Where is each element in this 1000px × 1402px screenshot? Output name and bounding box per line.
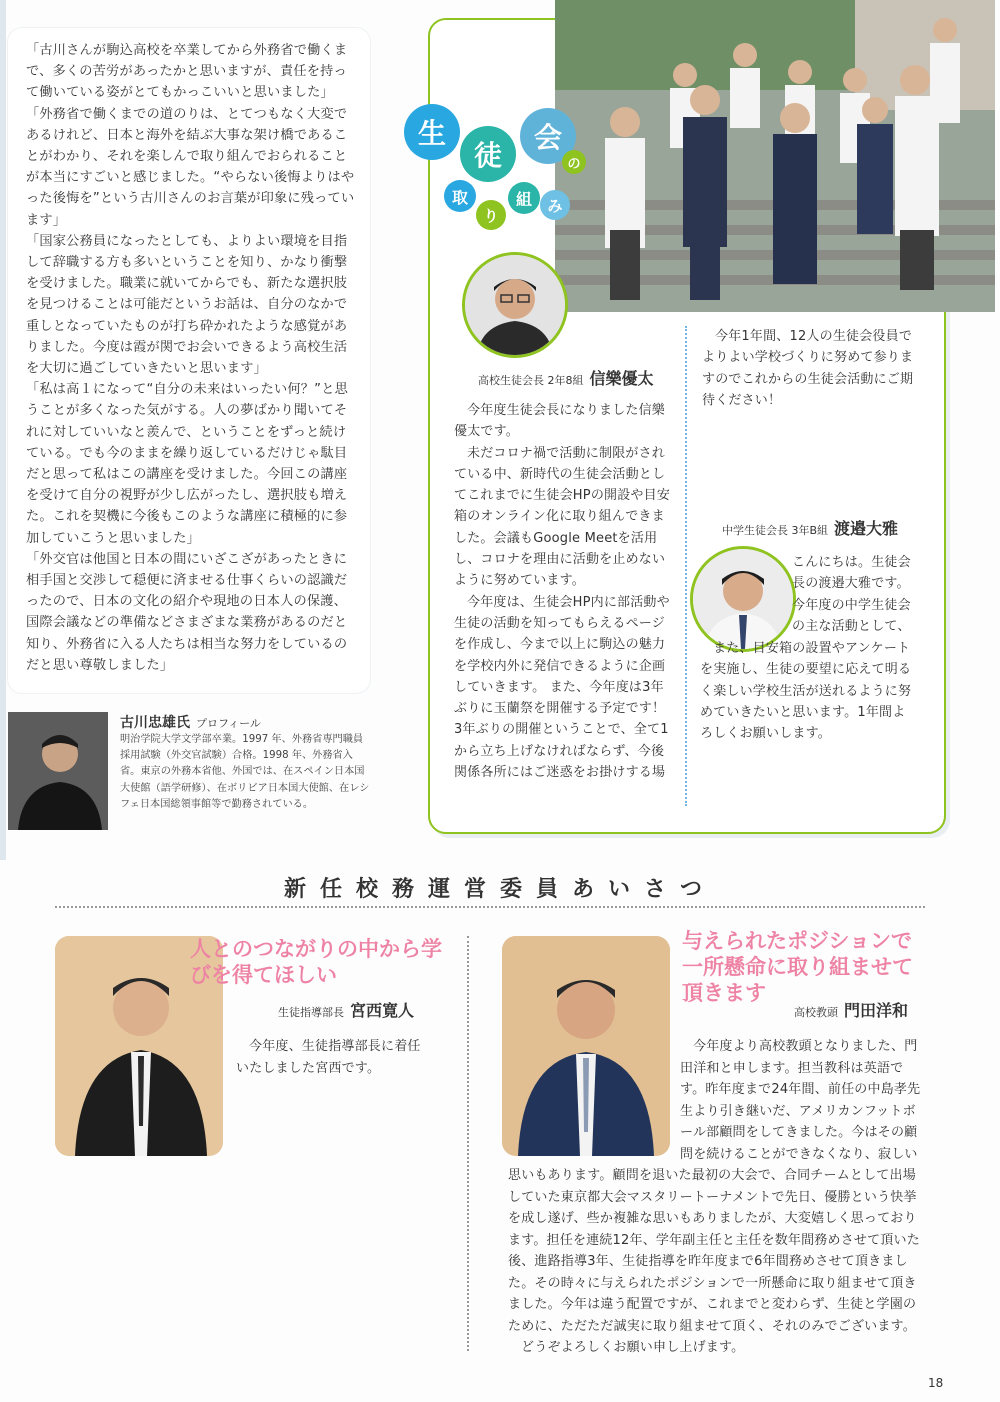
quote-paragraph: 「外務省で働くまでの道のりは、とてつもなく大変であるけれど、日本と海外を結ぶ大事な架け橋であることがわかり、それを楽しんで取り組んでおられることが本当にすごいと感じました。“やらない後悔よりはやった後悔を”という古川さんのお言葉が印象に残っています」 bbox=[26, 106, 355, 228]
miyanishi-catchphrase: 人とのつながりの中から学びを得てほしい bbox=[190, 937, 442, 987]
quote-paragraph: 「古川さんが駒込高校を卒業してから外務省で働くまで、多くの苦労があったかと思いますが、責任を持って働いている姿がとてもかっこいいと思いました」 bbox=[26, 43, 348, 101]
monden-message bbox=[508, 1036, 926, 1359]
person-portrait-icon bbox=[465, 255, 565, 355]
high-school-president-message-cont bbox=[702, 326, 918, 411]
quote-paragraph: 「国家公務員になったとしても、よりよい環境を目指して辞職する方も多いということを知り、かなり衝撃を受けました。職業に就いてからでも、新たな選択肢を見つけることは可能だというお話は、自分のなかで重しとなっていたものが打ち砕かれたような感覚がありました。今度は霞が関でお会いできるよう高校生活を大切に過ごしていきたいと思います」 bbox=[26, 233, 348, 377]
miyanishi-message bbox=[64, 1036, 428, 1164]
profile-label: プロフィール bbox=[196, 717, 261, 730]
person-silhouette-icon bbox=[8, 712, 108, 830]
message-paragraph: 今年度は、生徒会HP内に部活動や生徒の活動を知ってもらえるページを作成し、今まで以上に駒込の魅力を学校内外に発信できるように企画していきます。 また、今年度は3年ぶりに玉蘭祭を開催する予定です！3年ぶりの開催ということで、全て1から立ち上げなければならず、今後関係各所にはご迷惑をお掛けする場 bbox=[454, 594, 670, 781]
quote-paragraph: 「私は高１になって“自分の未来はいったい何？”と思うことが多くなった気がする。人の夢ばかり聞いてそれに対していいなと羨んで、ということをずっと続けている。でも今のままを繰り返しているだけじゃ駄目だと思って私はこの講座を受けました。今回この講座を受けて自分の視野が少し広がったし、選択肢も増えた。これを契機に今後もこのような講座に積極的に参加していこうと思いました」 bbox=[26, 382, 348, 546]
column-divider bbox=[467, 936, 469, 1351]
high-school-president-message bbox=[454, 400, 670, 784]
title-char-circle: 会 bbox=[520, 108, 576, 164]
group-photo-illustration bbox=[555, 0, 995, 312]
left-margin-strip bbox=[0, 0, 6, 860]
message-paragraph: 未だコロナ禍で活動に制限がされている中、新時代の生徒会活動としてこれまでに生徒会HPの開設や目安箱のオンライン化に取り組んできました。会議もGoogle Meetを活用し、コロナを理由に活動を止めないように努めています。 bbox=[454, 445, 671, 589]
message-paragraph: どうぞよろしくお願い申し上げます。 bbox=[521, 1340, 745, 1355]
column-divider bbox=[685, 326, 687, 806]
high-school-president-title bbox=[478, 366, 654, 389]
student-impressions bbox=[26, 40, 356, 676]
title-char-circle: 徒 bbox=[460, 126, 516, 182]
message-paragraph: また、目安箱の設置やアンケートを実施し、生徒の要望に応えて明るく楽しい学校生活が送れるように努めていきたいと思います。1年間よろしくお願いします。 bbox=[700, 641, 912, 742]
profile-bio: 明治学院大学文学部卒業。1997 年、外務省専門職員採用試験（外交官試験）合格。1998 年、外務省入省。東京の外務本省他、外国では、在スペイン日本国大使館（語学研修）、在ボリビア日本国大使館、在レシフェ日本国総領事館等で勤務されている。 bbox=[120, 734, 370, 810]
subtitle-char-circle: み bbox=[540, 190, 570, 220]
subtitle-char-circle: 取 bbox=[444, 180, 476, 212]
president-name: 渡邉大雅 bbox=[834, 519, 899, 538]
president-name: 信樂優太 bbox=[589, 369, 654, 388]
role-label: 高校教頭 bbox=[794, 1006, 838, 1019]
text-wrap-spacer bbox=[64, 1036, 236, 1164]
message-paragraph: 今年度、生徒指導部長に着任いたしました宮西です。 bbox=[236, 1039, 421, 1076]
junior-high-president-message bbox=[700, 552, 916, 744]
profile-heading bbox=[120, 712, 261, 732]
message-paragraph: 今年度より高校教頭となりました、門田洋和と申します。担当教科は英語です。昨年度まで24年間、前任の中島孝先生より引き継いだ、アメリカンフットボール部顧問をしてきました。今はその顧問を続けることができなくなり、寂しい思いもあります。顧問を退いた最初の大会で、合同チームとして出場していた東京都大会マスタリートーナメントで先日、優勝という快挙を成し遂げ、些か複雑な思いもありましたが、大変嬉しく思っております。担任を連続12年、学年副主任と主任を数年間務めさせて頂いた後、進路指導3年、生徒指導を昨年度まで6年間務めさせて頂きました。その時々に与えられたポジションで一所懸命に取り組ませて頂きました。今年は違う配置ですが、これまでと変わらず、生徒と学園のために、ただただ誠実に取り組ませて頂く、それのみでございます。 bbox=[508, 1039, 921, 1334]
page-number: 18 bbox=[928, 1376, 944, 1390]
message-paragraph: こんにちは。生徒会長の渡邉大雅です。今年度の中学生徒会の主な活動として、 bbox=[792, 555, 911, 634]
title-char-circle: 生 bbox=[404, 104, 460, 160]
role-label: 生徒指導部長 bbox=[278, 1006, 344, 1019]
monden-title bbox=[794, 998, 908, 1021]
miyanishi-title bbox=[278, 998, 414, 1021]
student-council-group-photo bbox=[555, 0, 995, 312]
subtitle-char-circle: り bbox=[476, 200, 506, 230]
monden-catchphrase: 与えられたポジションで一所懸命に取り組ませて頂きます bbox=[682, 929, 913, 1005]
profile-name: 古川忠雄氏 bbox=[120, 715, 190, 731]
message-paragraph: 今年1年間、12人の生徒会役員でよりよい学校づくりに努めて参りますのでこれからの生徒会活動にご期待ください！ bbox=[702, 329, 914, 408]
teacher-name: 宮西寛人 bbox=[350, 1001, 415, 1020]
role-label: 中学生徒会長 3年B組 bbox=[722, 524, 829, 537]
junior-high-president-title bbox=[722, 516, 898, 539]
high-school-president-portrait bbox=[462, 252, 568, 358]
profile-photo bbox=[8, 712, 108, 830]
role-label: 高校生徒会長 2年8組 bbox=[478, 374, 584, 387]
teacher-name: 門田洋和 bbox=[844, 1001, 909, 1020]
subtitle-char-circle: 組 bbox=[508, 182, 540, 214]
heading-rule bbox=[55, 906, 925, 908]
title-char-circle: の bbox=[562, 150, 586, 174]
quote-paragraph: 「外交官は他国と日本の間にいざこざがあったときに相手国と交渉して穏便に済ませる仕事くらいの認識だったので、日本の文化の紹介や現地の日本人の保護、国際会議などの準備などさまざまな業務があるのだと知り、外務省に入る人たちは相当な努力をしているのだと思い尊敬しました」 bbox=[26, 551, 348, 673]
text-wrap-spacer bbox=[508, 1036, 680, 1164]
message-paragraph: 今年度生徒会長になりました信樂優太です。 bbox=[454, 403, 666, 440]
section-heading: 新任校務運営委員あいさつ bbox=[283, 877, 716, 902]
